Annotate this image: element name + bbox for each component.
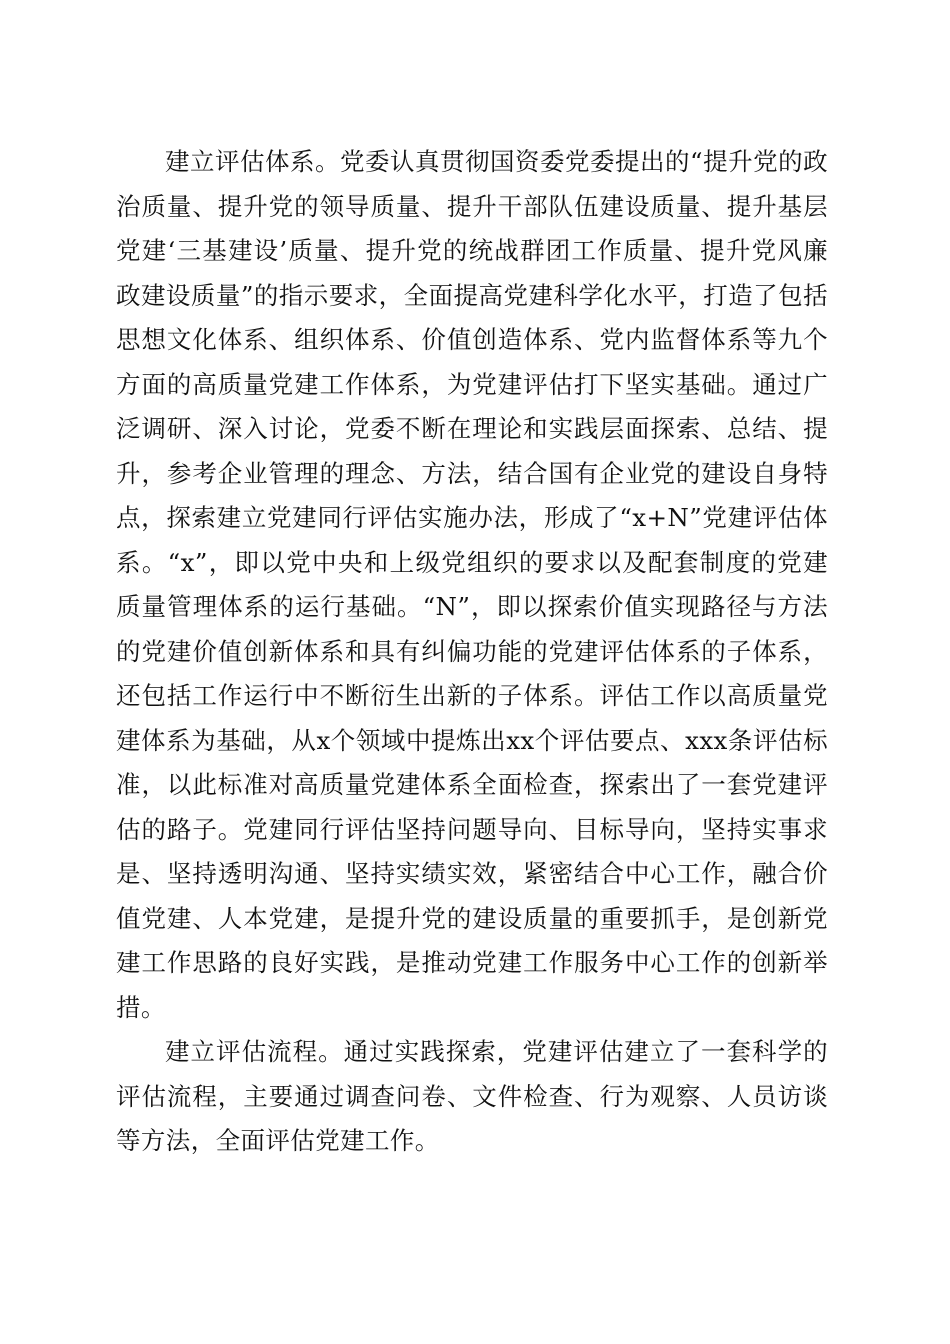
document-body <box>116 140 828 1164</box>
paragraph-evaluation-process: 建立评估流程。通过实践探索，党建评估建立了一套科学的评估流程，主要通过调查问卷、文件检查、行为观察、人员访谈等方法，全面评估党建工作。 <box>116 1037 828 1155</box>
paragraph-evaluation-system: 建立评估体系。党委认真贯彻国资委党委提出的“提升党的政治质量、提升党的领导质量、提升干部队伍建设质量、提升基层党建‘三基建设’质量、提升党的统战群团工作质量、提升党风廉政建设质量”的指示要求，全面提高党建科学化水平，打造了包括思想文化体系、组织体系、价值创造体系、党内监督体系等九个方面的高质量党建工作体系，为党建评估打下坚实基础。通过广泛调研、深入讨论，党委不断在理论和实践层面探索、总结、提升，参考企业管理的理念、方法，结合国有企业党的建设自身特点，探索建立党建同行评估实施办法，形成了“x+N”党建评估体系。“x”，即以党中央和上级党组织的要求以及配套制度的党建质量管理体系的运行基础。“N”，即以探索价值实现路径与方法的党建价值创新体系和具有纠偏功能的党建评估体系的子体系，还包括工作运行中不断衍生出新的子体系。评估工作以高质量党建体系为基础，从x个领域中提炼出xx个评估要点、xxx条评估标准，以此标准对高质量党建体系全面检查，探索出了一套党建评估的路子。党建同行评估坚持问题导向、目标导向，坚持实事求是、坚持透明沟通、坚持实绩实效，紧密结合中心工作，融合价值党建、人本党建，是提升党的建设质量的重要抓手，是创新党建工作思路的良好实践，是推动党建工作服务中心工作的创新举措。 <box>116 147 828 1022</box>
